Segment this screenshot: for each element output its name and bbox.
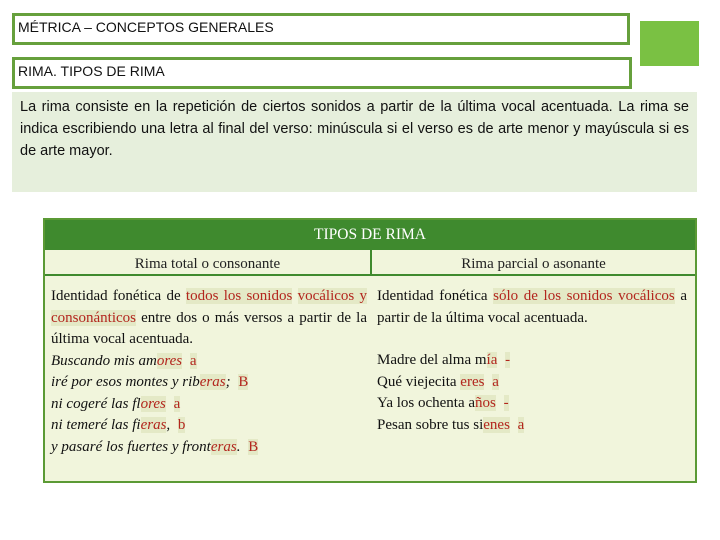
rhyme-syllable: ños [475, 395, 496, 411]
consonant-cell [51, 286, 367, 458]
consonant-definition: Identidad fonética de todos los sonidos vocálicos y consonánticos entre dos o más versos a partir de la última vocal acentuada. [51, 288, 368, 347]
assonant-poem [377, 350, 687, 436]
green-decoration [640, 21, 699, 66]
intro-text: La rima consiste en la repetición de ciertos sonidos a partir de la última vocal acentuada. La rima se indica escribiendo una letra al final del verso: minúscula si el verso es de arte menor y mayúscula si es de arte mayor. [20, 99, 689, 159]
poem-line [377, 372, 687, 394]
poem-line [377, 393, 687, 415]
assonant-definition: Identidad fonética sólo de los sonidos vocálicos a partir de la última vocal acentuada. [377, 288, 687, 326]
poem-line-text: Buscando mis am [51, 352, 157, 369]
poem-line [51, 415, 367, 437]
rhyme-syllable: ía [486, 352, 498, 368]
vowels-only-highlight: sólo de los sonidos vocálicos [493, 288, 675, 304]
consonant-poem [51, 351, 367, 459]
rhyme-letter: a [492, 373, 499, 390]
poem-line-text: Ya los ochenta a [377, 395, 476, 411]
poem-punctuation: , [166, 417, 171, 433]
rhyme-syllable: eras [199, 374, 226, 390]
rhyme-syllable: eras [140, 417, 167, 433]
page-title: MÉTRICA – CONCEPTOS GENERALES [15, 16, 627, 42]
rhyme-syllable: eras [210, 438, 237, 455]
poem-line-text: Qué viejecita [377, 373, 461, 390]
poem-line [51, 394, 367, 416]
poem-line [377, 415, 687, 437]
intro-box [12, 92, 697, 192]
poem-line-text: ni temeré las fi [51, 417, 141, 433]
poem-line-text: y pasaré los fuertes y front [51, 438, 211, 455]
poem-punctuation: ; [225, 374, 231, 390]
rhyme-letter: b [177, 417, 186, 433]
poem-line-text: iré por esos montes y rib [51, 374, 200, 390]
section-subtitle: RIMA. TIPOS DE RIMA [15, 60, 629, 86]
poem-line [51, 372, 367, 394]
rhyme-letter: B [238, 374, 249, 390]
poem-line [51, 351, 367, 373]
rhyme-letter: a [517, 416, 525, 433]
assonant-cell [377, 286, 687, 436]
rhyme-types-table [43, 218, 697, 483]
column-divider [370, 250, 372, 276]
vowel-consonant-highlight: vocálicos y consonánticos [51, 288, 368, 326]
poem-line-text: ni cogeré las fl [51, 395, 141, 412]
poem-line-text: Madre del alma m [377, 352, 487, 368]
rhyme-letter: - [505, 352, 511, 368]
rhyme-letter: a [173, 395, 181, 412]
subtitle-bar [12, 57, 632, 89]
rhyme-syllable: ores [156, 352, 183, 369]
header-rule [45, 274, 695, 276]
rhyme-syllable: ores [140, 395, 166, 412]
rhyme-letter: - [503, 395, 509, 411]
poem-line-text: Pesan sobre tus si [377, 416, 484, 433]
rhyme-syllable: enes [483, 416, 510, 433]
all-sounds-highlight: todos los sonidos [185, 288, 293, 304]
poem-line [377, 350, 687, 372]
table-title: TIPOS DE RIMA [45, 220, 695, 250]
col-header-right: Rima parcial o asonante [372, 250, 695, 274]
poem-line [51, 437, 367, 459]
rhyme-letter: B [248, 438, 259, 455]
poem-punctuation: . [236, 438, 241, 455]
rhyme-letter: a [189, 352, 197, 369]
title-bar [12, 13, 630, 45]
col-header-left: Rima total o consonante [45, 250, 370, 274]
rhyme-syllable: eres [460, 373, 485, 390]
